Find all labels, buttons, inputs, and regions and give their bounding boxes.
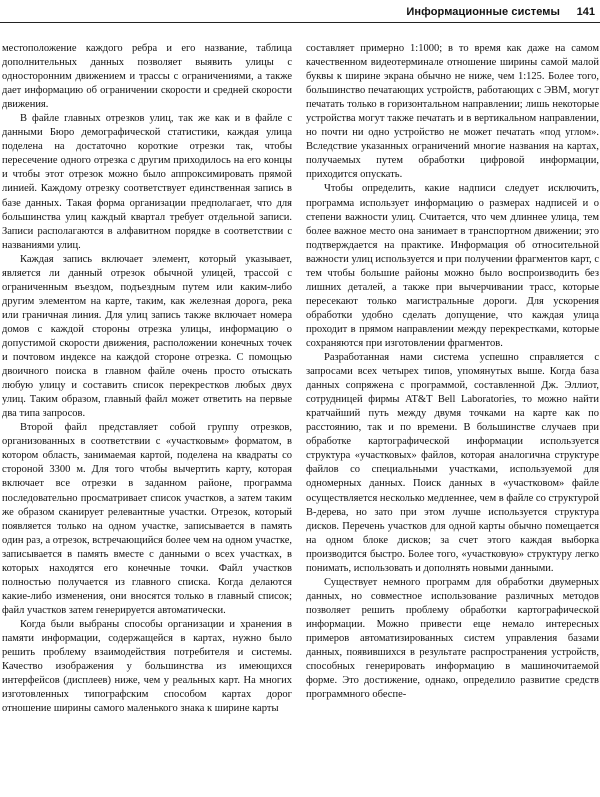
paragraph: В файле главных отрезков улиц, так же как и в файле с данными Бюро демографической статистики, каждая улица поделена на достаточно короткие отрезки так, чтобы пересечение одного отрезка с другим приходилось на его концы и чтобы этот отрезок можно было аппроксимировать прямой линией. Каждому отрезку соответствует единственная запись в базе данных. Такая форма организации предполагает, что для большинства улиц каждый квартал требует отдельной записи. Записи располагаются в алфавитном порядке в соответствии с названиями улиц. (2, 113, 292, 251)
paragraph: Существует немного программ для обработки двумерных данных, но совместное использование различных методов позволяет решить проблему обработки картографической информации. Можно привести еще немало интересных примеров автоматизированных систем управления базами данных, появившихся в результате распространения устройств, способных генерировать информацию в машиночитаемой форме. Это достижение, однако, определило развитие средств программного обеспе- (306, 576, 599, 701)
paragraph: составляет примерно 1:1000; в то время как даже на самом качественном видеотерминале отношение ширины самой малой буквы к ширине экрана обычно не ниже, чем 1:125. Более того, большинство печатающих устройств, работающих с ЭВМ, могут печатать только в горизонтальном направлении; лишь некоторые устройства могут также печатать и в вертикальном направлении, но почти ни одно устройство не может печатать «под углом». Вследствие указанных ограничений многие названия на картах, получаемых путем обработки цифровой информации, приходится опускать. (306, 43, 599, 181)
paragraph: Когда были выбраны способы организации и хранения в памяти информации, содержащейся в картах, нужно было решить проблему взаимодействия потребителя и системы. Качество изображения у большинства из имеющихся интерфейсов (дисплеев) ниже, чем у реальных карт. На многих изготовленных типографским способом картах дорог отношение ширины самого маленького знака к ширине карты (2, 618, 292, 715)
header-rule (0, 22, 600, 23)
paragraph: Чтобы определить, какие надписи следует исключить, программа использует информацию о размерах надписей и о степени важности улиц. Считается, что чем длиннее улица, тем более важное место она занимает в транспортном движении; это подтверждается на практике. Информация об относительной важности улиц используется и при получении фрагментов карт, с тем чтобы большие районы можно было воспроизводить без лишних деталей, а также при вычерчивании трасс, которые пересекают только магистральные дороги. Для ускорения обработки удобно сделать допущение, что каждая улица проходит в прямом направлении между перекрестками, которые сохраняются при изготовлении фрагментов. (306, 183, 599, 349)
paragraph: Каждая запись включает элемент, который указывает, является ли данный отрезок обычной улицей, трассой с ограниченным въездом, подъездным путем или каким-либо другим элементом на карте, таким, как железная дорога, река или граничная линия. Для улиц запись также включает номера домов с каждой стороны отрезка улицы, информацию о допустимой скорости движения, расположении конечных точек и почтовом индексе на каждой стороне отрезка. С помощью двоичного поиска в главном файле очень просто отыскать любую улицу и составить список перекрестков любых двух улиц. Таким образом, главный файл может ответить на первые два типа запросов. (2, 253, 292, 420)
paragraph: местоположение каждого ребра и его название, таблица дополнительных данных позволяет выявить улицы с односторонним движением и трассы с ограничениями, а также дает информацию об ограничении скорости и средней скорости движения. (2, 43, 292, 111)
right-column (306, 42, 599, 794)
running-title: Информационные системы (406, 6, 560, 18)
running-head (0, 0, 600, 30)
paragraph: Второй файл представляет собой группу отрезков, организованных в соответствии с «участковым» форматом, в котором область, занимаемая картой, поделена на квадраты со стороной 3300 м. Для того чтобы вычертить карту, которая включает все отрезки в заданном районе, программа последовательно просматривает список участков, а затем таким же образом сканирует релевантные участки. Отрезок, который появляется только на одном участке, записывается в память один раз, а отрезок, встречающийся более чем на одном участке, записывается в память вместе с данными о всех участках, в которых находятся его конечные точки. Файл участков полностью получается из главного списка. Когда делаются какие-либо изменения, они вносятся только в главный список; файл участков затем генерируется автоматически. (2, 422, 292, 616)
paragraph: Разработанная нами система успешно справляется с запросами всех четырех типов, упомянутых выше. Когда база данных сопряжена с программой, составленной Дж. Эллиот, сотрудницей фирмы AT&T Bell Laboratories, то можно найти кратчайший путь между двумя точками на карте как по расстоянию, так и по времени. В большинстве случаев при обработке картографической информации используется структура «участковых» файлов, которая аналогична структуре файлов со специальными участками, используемой для одномерных данных. Поиск данных в «участковом» файле осуществляется несколько медленнее, чем в файле со структурой B-дерева, но зато при этом лучше используется структура дисков. Перечень участков для одной карты обычно помещается на одном блоке дисков; за счет этого каждая выборка производится быстро. Более того, «участковую» структуру легко понимать, использовать и дополнять новыми данными. (306, 352, 599, 574)
page-number: 141 (576, 6, 595, 18)
left-column (2, 42, 292, 794)
